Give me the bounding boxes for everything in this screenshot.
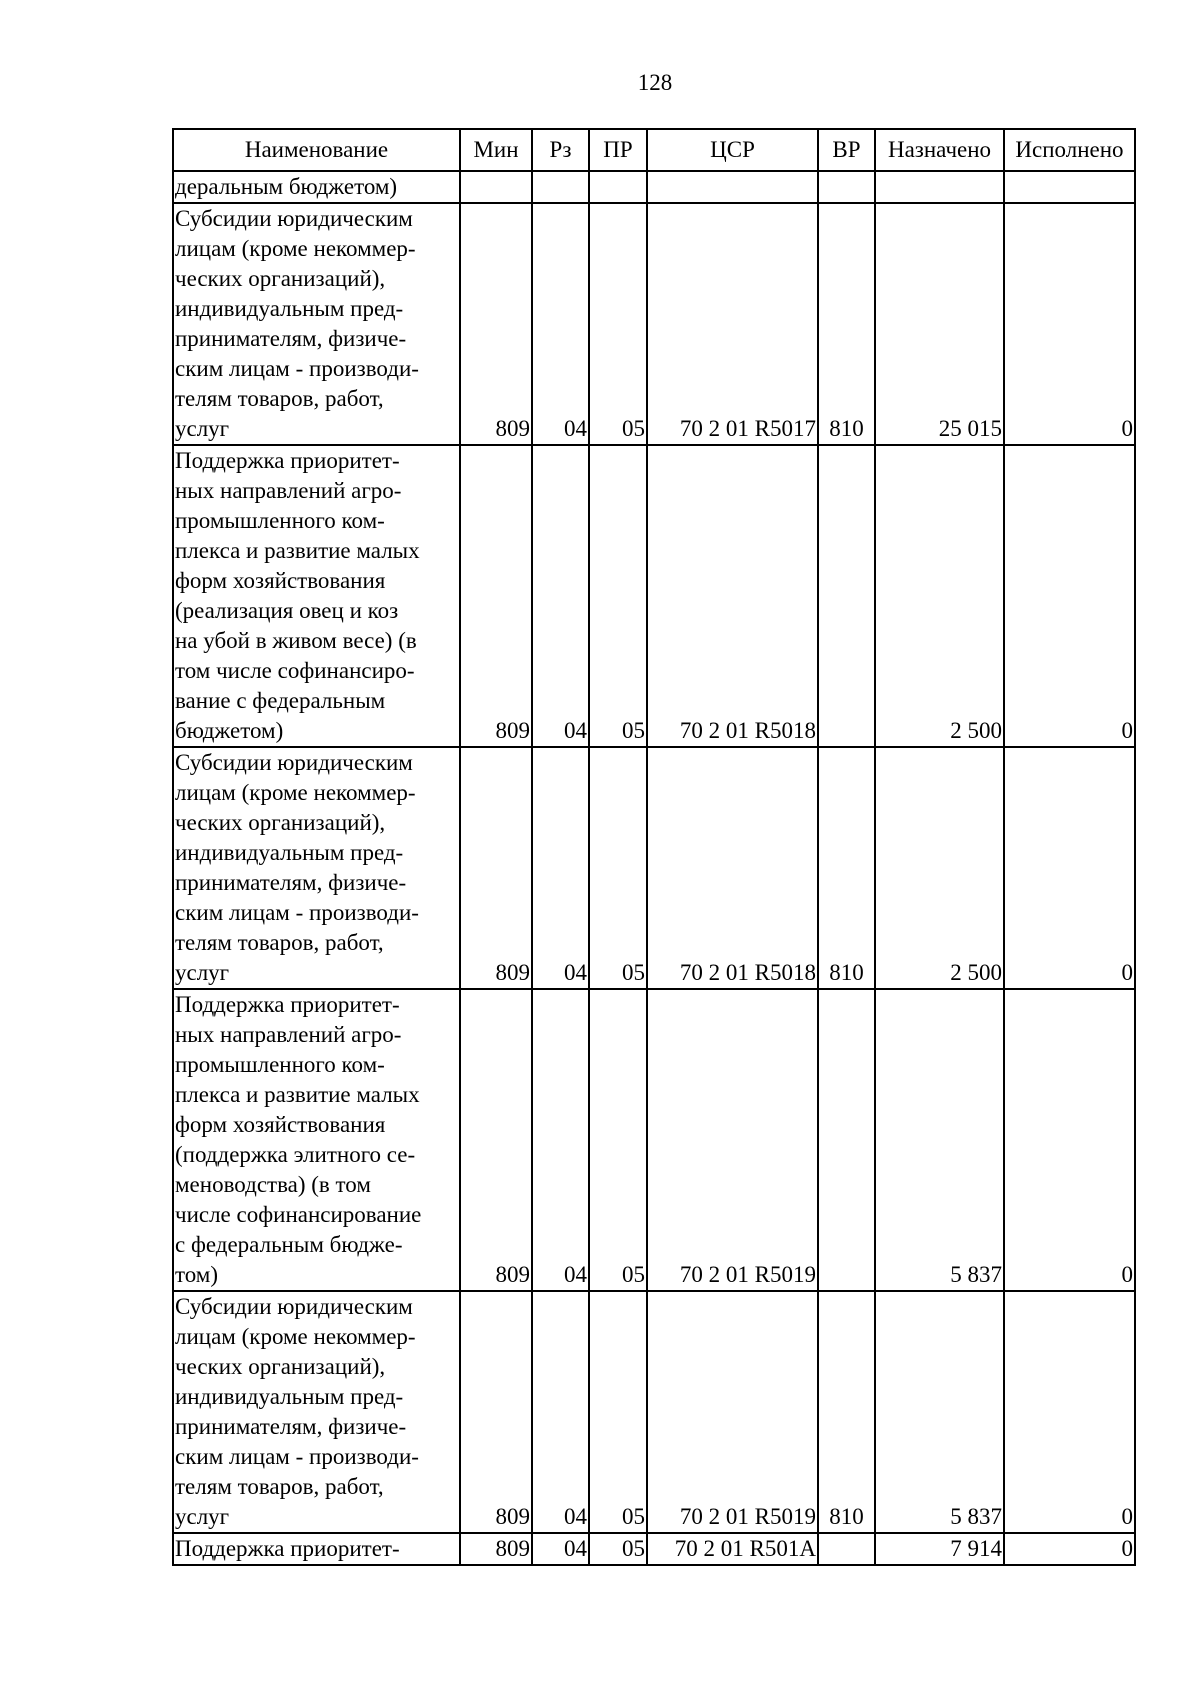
cell-rz: 04 — [532, 1533, 589, 1565]
cell-executed: 0 — [1004, 989, 1135, 1291]
header-vr: ВР — [818, 129, 875, 171]
cell-executed: 0 — [1004, 747, 1135, 989]
cell-assigned: 25 015 — [875, 203, 1004, 445]
cell-pr: 05 — [589, 445, 647, 747]
cell-min: 809 — [460, 445, 532, 747]
cell-name: Поддержка приоритет- ных направлений агро- промышленного ком- плекса и развитие малых форм хозяйствования (реализация овец и коз на убой в живом весе) (в том числе софинансиро- вание с федеральным бюджетом) — [173, 445, 460, 747]
cell-vr — [818, 171, 875, 203]
cell-vr — [818, 1533, 875, 1565]
header-rz: Рз — [532, 129, 589, 171]
cell-pr — [589, 171, 647, 203]
cell-pr: 05 — [589, 203, 647, 445]
budget-table — [172, 128, 1136, 1566]
cell-name: Поддержка приоритет- ных направлений агро- промышленного ком- плекса и развитие малых форм хозяйствования (поддержка элитного се- меноводства) (в том числе софинансирование с федеральным бюдже- том) — [173, 989, 460, 1291]
table-row — [173, 171, 1135, 203]
cell-assigned: 2 500 — [875, 445, 1004, 747]
cell-assigned: 5 837 — [875, 989, 1004, 1291]
cell-csr — [647, 171, 818, 203]
cell-rz: 04 — [532, 445, 589, 747]
cell-rz — [532, 171, 589, 203]
header-csr: ЦСР — [647, 129, 818, 171]
cell-assigned: 2 500 — [875, 747, 1004, 989]
table-row — [173, 1533, 1135, 1565]
cell-rz: 04 — [532, 1291, 589, 1533]
cell-assigned: 7 914 — [875, 1533, 1004, 1565]
cell-executed: 0 — [1004, 445, 1135, 747]
cell-pr: 05 — [589, 747, 647, 989]
header-pr: ПР — [589, 129, 647, 171]
table-row — [173, 203, 1135, 445]
header-executed: Исполнено — [1004, 129, 1135, 171]
cell-vr: 810 — [818, 1291, 875, 1533]
cell-rz: 04 — [532, 203, 589, 445]
cell-pr: 05 — [589, 1533, 647, 1565]
cell-min: 809 — [460, 1291, 532, 1533]
table-row — [173, 747, 1135, 989]
cell-pr: 05 — [589, 989, 647, 1291]
table-header-row — [173, 129, 1135, 171]
cell-vr — [818, 989, 875, 1291]
cell-csr: 70 2 01 R5019 — [647, 989, 818, 1291]
cell-csr: 70 2 01 R5019 — [647, 1291, 818, 1533]
cell-csr: 70 2 01 R5018 — [647, 747, 818, 989]
cell-executed: 0 — [1004, 1533, 1135, 1565]
cell-csr: 70 2 01 R5018 — [647, 445, 818, 747]
cell-csr: 70 2 01 R501А — [647, 1533, 818, 1565]
cell-assigned: 5 837 — [875, 1291, 1004, 1533]
cell-vr: 810 — [818, 203, 875, 445]
cell-name: Субсидии юридическим лицам (кроме некоммер- ческих организаций), индивидуальным пред- принимателям, физиче- ским лицам - производи- телям товаров, работ, услуг — [173, 203, 460, 445]
table-row — [173, 989, 1135, 1291]
header-min: Мин — [460, 129, 532, 171]
cell-rz: 04 — [532, 747, 589, 989]
cell-rz: 04 — [532, 989, 589, 1291]
cell-min: 809 — [460, 203, 532, 445]
cell-pr: 05 — [589, 1291, 647, 1533]
cell-assigned — [875, 171, 1004, 203]
cell-executed: 0 — [1004, 203, 1135, 445]
cell-vr — [818, 445, 875, 747]
header-name: Наименование — [173, 129, 460, 171]
cell-executed — [1004, 171, 1135, 203]
cell-name: Поддержка приоритет- — [173, 1533, 460, 1565]
table-row — [173, 445, 1135, 747]
cell-executed: 0 — [1004, 1291, 1135, 1533]
cell-name: Субсидии юридическим лицам (кроме некоммер- ческих организаций), индивидуальным пред- принимателям, физиче- ским лицам - производи- телям товаров, работ, услуг — [173, 1291, 460, 1533]
page-number: 128 — [637, 70, 673, 95]
cell-min: 809 — [460, 747, 532, 989]
table-row — [173, 1291, 1135, 1533]
cell-name: Субсидии юридическим лицам (кроме некоммер- ческих организаций), индивидуальным пред- принимателям, физиче- ским лицам - производи- телям товаров, работ, услуг — [173, 747, 460, 989]
cell-min — [460, 171, 532, 203]
cell-csr: 70 2 01 R5017 — [647, 203, 818, 445]
cell-min: 809 — [460, 989, 532, 1291]
cell-vr: 810 — [818, 747, 875, 989]
header-assigned: Назначено — [875, 129, 1004, 171]
cell-min: 809 — [460, 1533, 532, 1565]
cell-name: деральным бюджетом) — [173, 171, 460, 203]
